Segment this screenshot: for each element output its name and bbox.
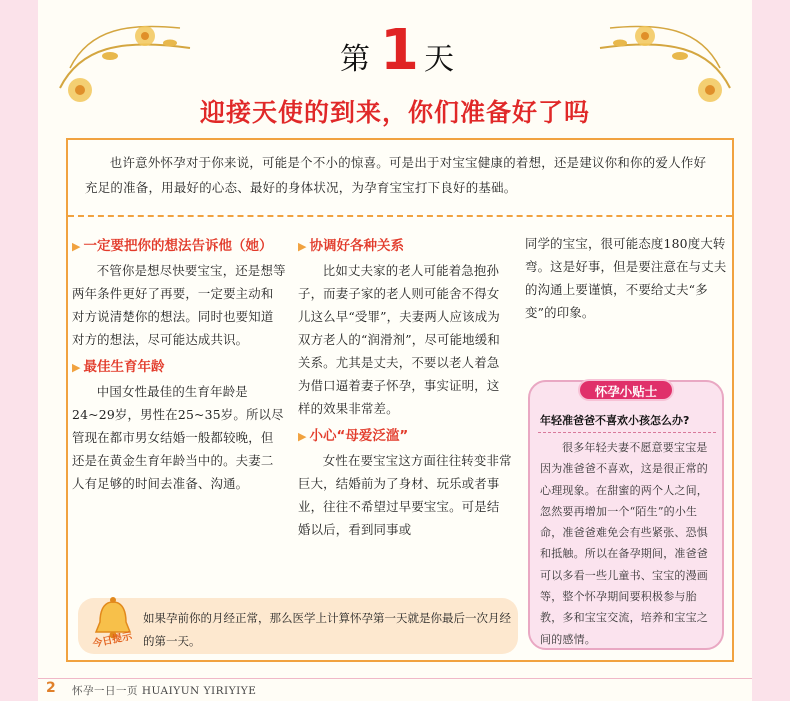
- tip-question: 年轻准爸爸不喜欢小孩怎么办?: [540, 414, 690, 427]
- triangle-bullet-icon: ▶: [298, 240, 307, 253]
- tip-badge: 怀孕小贴士: [578, 379, 674, 401]
- section-title-text: 最佳生育年龄: [83, 359, 165, 375]
- day-title: [330, 18, 460, 83]
- day-number: 1: [380, 18, 419, 83]
- triangle-bullet-icon: ▶: [72, 240, 81, 253]
- column-3: [525, 232, 735, 324]
- day-suffix: 天: [424, 42, 454, 77]
- section-text: 比如丈夫家的老人可能着急抱孙子，而妻子家的老人则可能舍不得女儿这么早“受罪”，夫妻两人应该成为双方老人的“润滑剂”，尽可能地缓和关系。尤其是丈夫，不要以老人着急为借口逼着妻子怀孕，事实证明，这样的效果非常差。: [298, 263, 500, 416]
- footer-book-title: [72, 683, 256, 698]
- section-title: [298, 424, 512, 449]
- section-title-text: 协调好各种关系: [309, 238, 404, 254]
- reminder-label: 今日提示: [91, 630, 134, 650]
- dashed-divider: [68, 215, 732, 217]
- section-text: 不管你是想尽快要宝宝，还是想等两年条件更好了再要，一定要主动和对方说清楚你的想法。同时也要知道对方的想法，尽可能达成共识。: [72, 263, 286, 347]
- footer-divider: [38, 678, 752, 679]
- day-prefix: 第: [340, 42, 370, 77]
- section-title-text: 小心“母爱泛滥”: [309, 428, 409, 444]
- book-pinyin: HUAIYUN YIRIYIYE: [141, 685, 257, 697]
- continued-text: 同学的宝宝，很可能态度180度大转弯。这是好事，但是要注意在与丈夫的沟通上要谨慎，不要给丈夫“多变”的印象。: [525, 236, 727, 320]
- tip-answer: 很多年轻夫妻不愿意要宝宝是因为准爸爸不喜欢，这是很正常的心理现象。在甜蜜的两个人之间，忽然要再增加一个“陌生”的小生命，准爸爸难免会有些紧张、恐惧和抵触。所以在备孕期间，准爸爸可以多看一些儿童书、宝宝的漫画等，整个怀孕期间要积极参与胎教，多和宝宝交流，培养和宝宝之间的感情。: [540, 441, 708, 646]
- section-text: 中国女性最佳的生育年龄是24~29岁，男性在25~35岁。所以尽管现在都市男女结婚一般都较晚，但还是在黄金生育年龄当中的。夫妻二人有足够的时间去准备、沟通。: [72, 384, 284, 491]
- reminder-text: 如果孕前你的月经正常，那么医学上计算怀孕第一天就是你最后一次月经的第一天。: [143, 611, 511, 648]
- section-text: 女性在要宝宝这方面往往转变非常巨大，结婚前为了身材、玩乐或者事业，往往不希望过早要宝宝。可是结婚以后，看到同事或: [298, 453, 512, 537]
- intro-paragraph: 也许意外怀孕对于你来说，可能是个不小的惊喜。可是出于对宝宝健康的着想，还是建议你和你的爱人作好充足的准备，用最好的心态、最好的身体状况，为孕育宝宝打下良好的基础。: [85, 155, 707, 195]
- section-title: [72, 355, 286, 380]
- section-title-text: 一定要把你的想法告诉他（她）: [83, 238, 273, 254]
- section-title: [298, 234, 512, 259]
- column-2: [298, 232, 512, 541]
- page-headline: 迎接天使的到来，你们准备好了吗: [199, 98, 590, 127]
- book-title: 怀孕一日一页: [72, 685, 138, 697]
- tip-divider: [538, 432, 716, 433]
- section-title: [72, 234, 286, 259]
- triangle-bullet-icon: ▶: [298, 430, 307, 443]
- page-number: 2: [46, 680, 56, 696]
- column-1: [72, 232, 286, 495]
- triangle-bullet-icon: ▶: [72, 361, 81, 374]
